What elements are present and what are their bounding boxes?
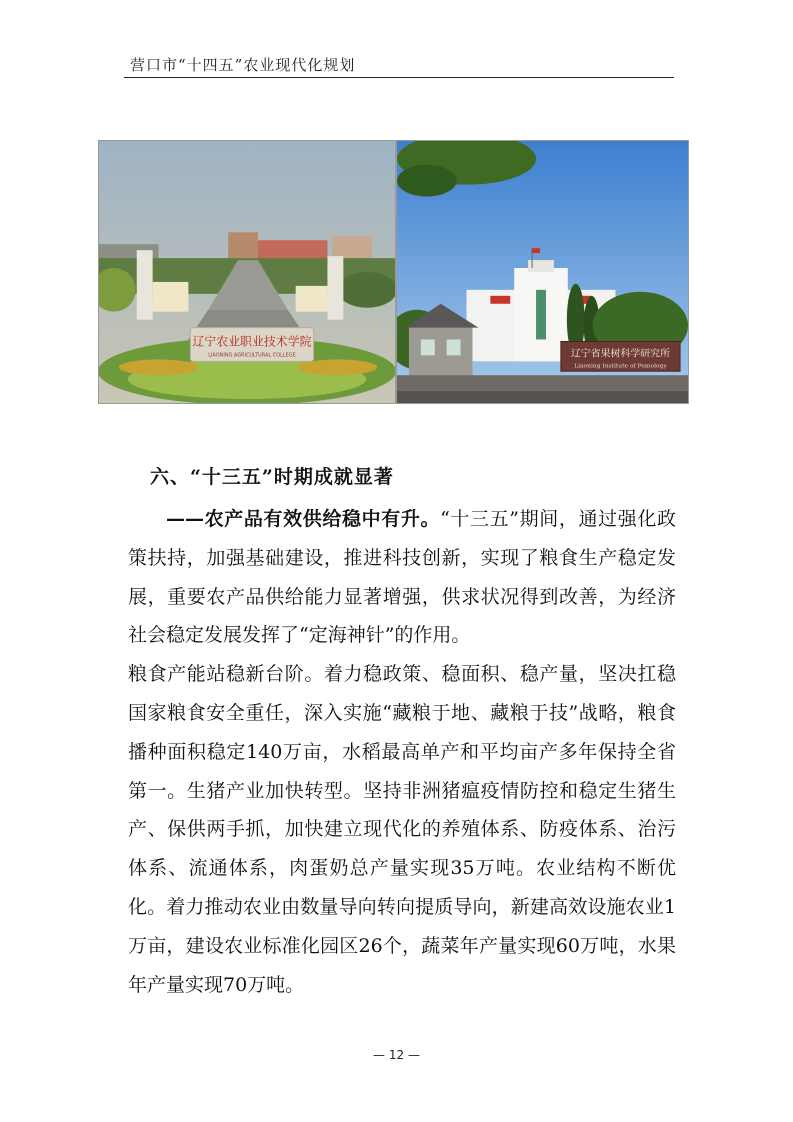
header-divider xyxy=(124,77,674,78)
running-header: 营口市“十四五”农业现代化规划 xyxy=(130,56,356,74)
lead-bold-phrase: ——农产品有效供给稳中有升。 xyxy=(166,508,441,530)
institute-sign-text: 辽宁省果树科学研究所 xyxy=(570,348,671,360)
college-gate-photo xyxy=(98,140,396,404)
section-heading: 六、“十三五”时期成就显著 xyxy=(150,466,394,488)
lead-paragraph xyxy=(128,500,676,655)
body-text xyxy=(128,500,676,1004)
body-paragraph: 粮食产能站稳新台阶。着力稳政策、稳面积、稳产量，坚决扛稳国家粮食安全重任，深入实施“藏粮于地、藏粮于技”战略，粮食播种面积稳定140万亩，水稻最高单产和平均亩产多年保持全省第一。生猪产业加快转型。坚持非洲猪瘟疫情防控和稳定生猪生产、保供两手抓，加快建立现代化的养殖体系、防疫体系、治污体系、流通体系，肉蛋奶总产量实现35万吨。农业结构不断优化。着力推动农业由数量导向转向提质导向，新建高效设施农业1万亩，建设农业标准化园区26个，蔬菜年产量实现60万吨，水果年产量实现70万吨。 xyxy=(128,663,676,996)
page-number: — 12 — xyxy=(373,1048,420,1062)
college-sign-subtext: LIAONING AGRICULTURAL COLLEGE xyxy=(208,352,296,359)
lead-paragraph-text: “十三五”期间，通过强化政策扶持，加强基础建设，推进科技创新，实现了粮食生产稳定发展，重要农产品供给能力显著增强，供求状况得到改善，为经济社会稳定发展发挥了“定海神针”的作用。 xyxy=(128,508,676,647)
college-sign-text: 辽宁农业职业技术学院 xyxy=(192,334,312,349)
institute-sign-subtext: Liaoning Institute of Pomology xyxy=(574,362,667,370)
institute-building-photo xyxy=(396,140,689,404)
